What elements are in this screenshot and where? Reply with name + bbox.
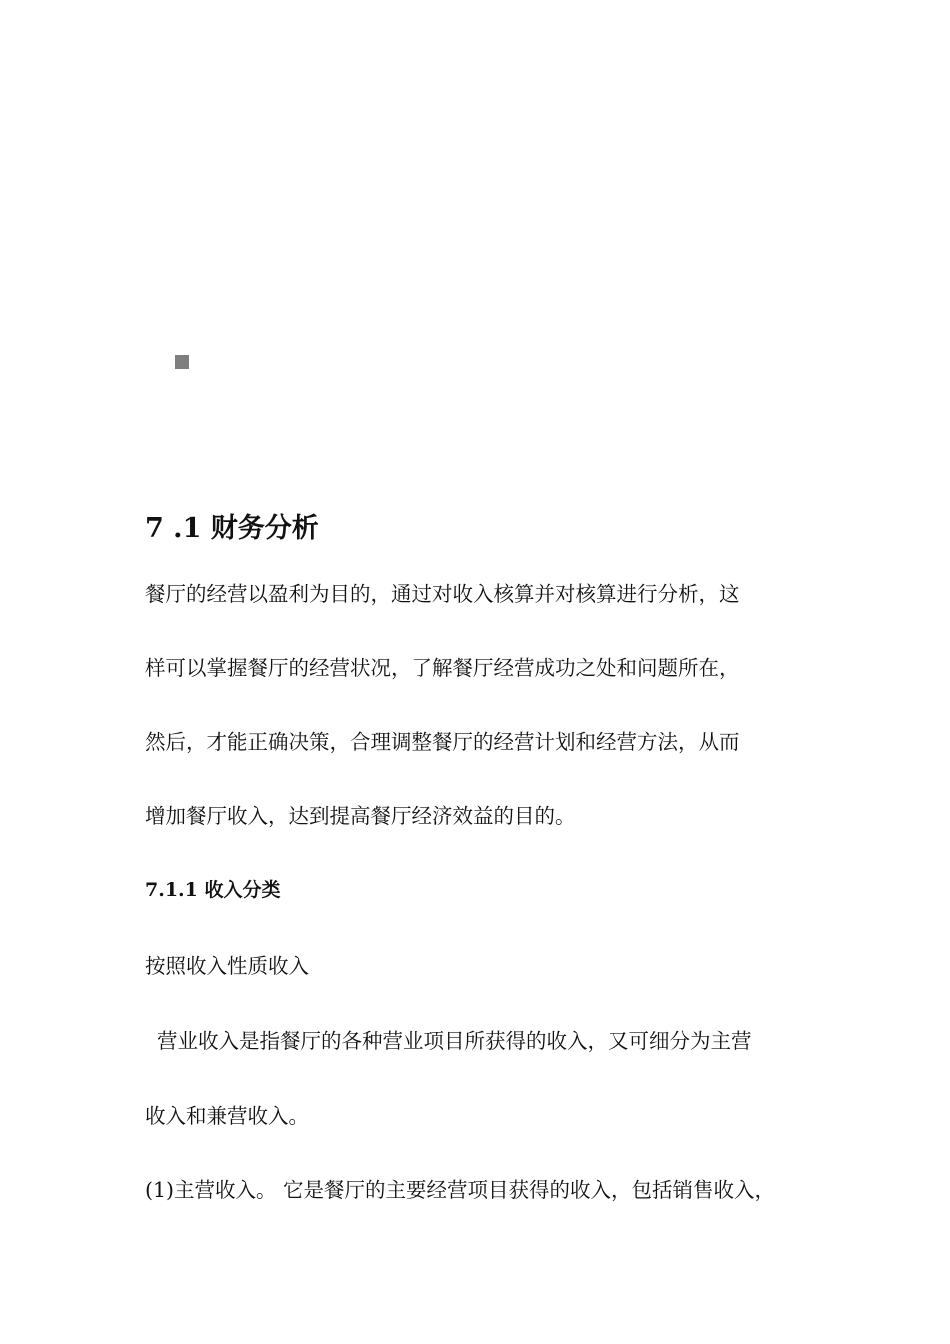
bullet-square-icon [175,355,189,369]
paragraph-line: (1)主营收入。 它是餐厅的主要经营项目获得的收入，包括销售收入， [145,1178,776,1202]
paragraph-line: 餐厅的经营以盈利为目的，通过对收入核算并对核算进行分析，这 [145,582,740,606]
section-heading: 7 .1 财务分析 [145,513,319,544]
paragraph-line: 营业收入是指餐厅的各种营业项目所获得的收入，又可细分为主营 [157,1029,752,1053]
paragraph-line: 按照收入性质收入 [145,954,309,978]
paragraph-line: 收入和兼营收入。 [145,1104,309,1128]
paragraph-line: 样可以掌握餐厅的经营状况，了解餐厅经营成功之处和问题所在， [145,656,740,680]
paragraph-line: 然后，才能正确决策，合理调整餐厅的经营计划和经营方法，从而 [145,730,740,754]
paragraph-line: 增加餐厅收入，达到提高餐厅经济效益的目的。 [145,804,576,828]
subsection-heading: 7.1.1 收入分类 [145,879,281,901]
